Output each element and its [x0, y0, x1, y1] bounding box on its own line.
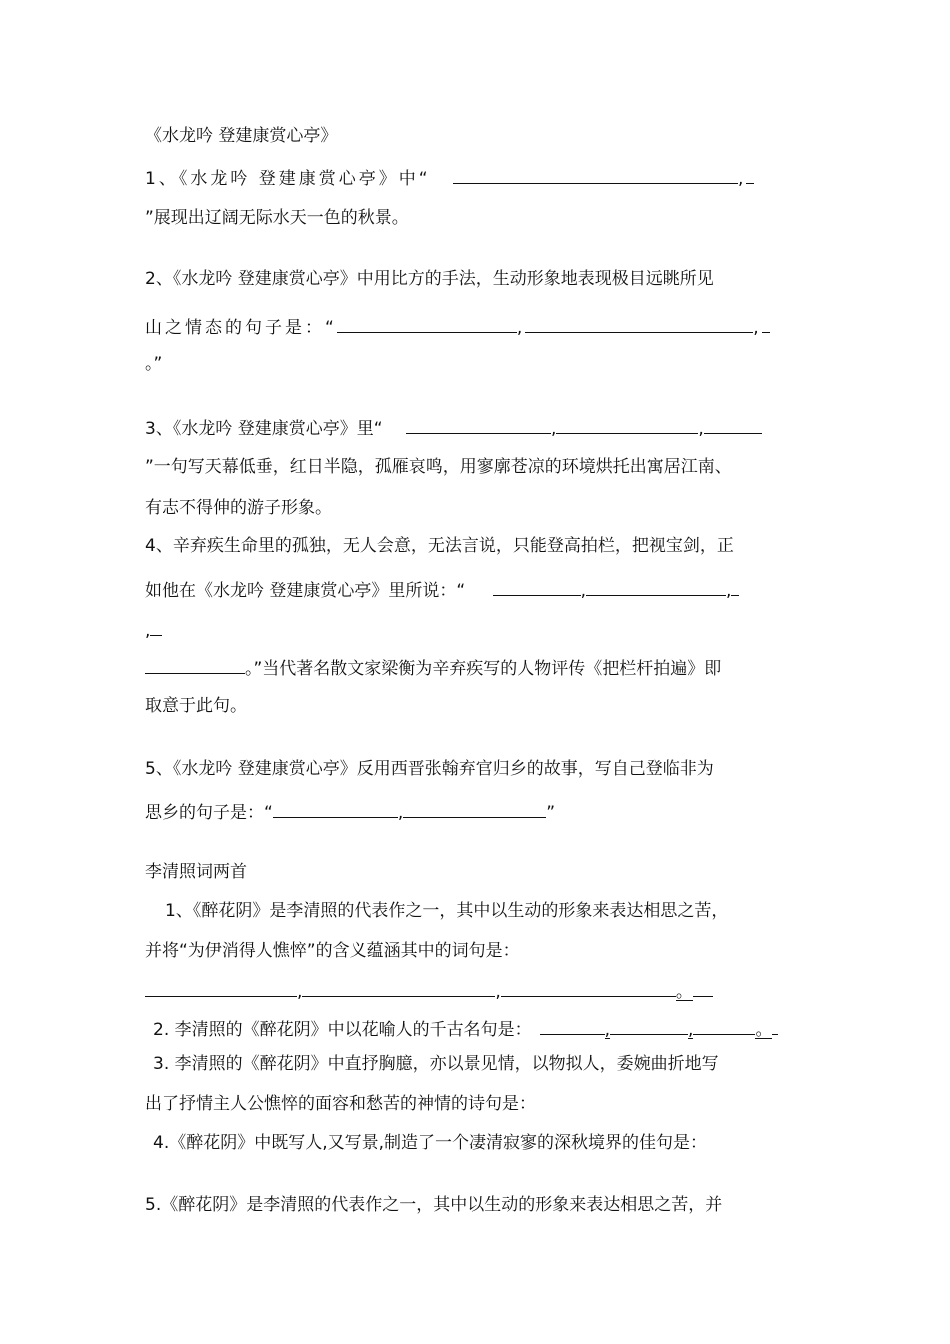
lqz-question-4: 4.《醉花阴》中既写人,又写景,制造了一个凄清寂寥的深秋境界的佳句是：: [153, 1133, 708, 1153]
period: 。: [675, 982, 693, 1002]
question-4-line2: [145, 575, 739, 603]
comma: ,: [397, 803, 404, 823]
answer-blank[interactable]: [693, 976, 713, 997]
answer-blank[interactable]: [772, 1014, 778, 1035]
answer-blank[interactable]: [453, 163, 738, 184]
answer-blank[interactable]: [540, 1014, 605, 1035]
answer-blank[interactable]: [693, 1014, 755, 1035]
section-title-shuilongyin: 《水龙吟 登建康赏心亭》: [145, 126, 338, 146]
question-text: 取意于此句。: [145, 696, 247, 716]
lqz-question-3: 3. 李清照的《醉花阴》中直抒胸臆，亦以景见情，以物拟人，委婉曲折地写: [153, 1054, 719, 1074]
question-text: ”: [546, 803, 556, 823]
answer-blank[interactable]: [501, 976, 676, 997]
answer-blank[interactable]: [586, 575, 726, 596]
question-5: 5、《水龙吟 登建康赏心亭》反用西晋张翰弃官归乡的故事，写自己登临非为: [145, 759, 714, 779]
answer-blank[interactable]: [403, 797, 546, 818]
question-text: 。”: [145, 354, 163, 374]
comma: ,: [297, 982, 303, 1002]
answer-blank[interactable]: [145, 976, 297, 997]
answer-blank[interactable]: [731, 575, 739, 596]
period: 。: [755, 1020, 773, 1040]
question-text: 2. 李清照的《醉花阴》中以花喻人的千古名句是：: [153, 1020, 532, 1040]
answer-blank[interactable]: [746, 163, 754, 184]
comma: ,: [495, 982, 501, 1002]
comma: ,: [604, 1020, 611, 1040]
question-text: 思乡的句子是：“: [145, 803, 273, 823]
answer-blank[interactable]: [337, 312, 517, 333]
question-text: 3、《水龙吟 登建康赏心亭》里“: [145, 419, 383, 439]
answer-blank[interactable]: [762, 312, 770, 333]
answer-blank[interactable]: [150, 615, 162, 636]
question-4-line3: [145, 615, 162, 643]
question-text: 如他在《水龙吟 登建康赏心亭》里所说：“: [145, 581, 466, 601]
question-text: 。”当代著名散文家梁衡为辛弃疾写的人物评传《把栏杆拍遍》即: [245, 659, 722, 679]
comma: ,: [550, 419, 557, 439]
lqz-question-5: 5.《醉花阴》是李清照的代表作之一，其中以生动的形象来表达相思之苦，并: [145, 1195, 723, 1215]
question-1: [145, 163, 754, 191]
comma: ,: [737, 169, 747, 189]
comma: ,: [516, 318, 526, 338]
comma: ,: [145, 621, 151, 641]
question-5-line2: [145, 797, 555, 825]
question-text: ”一句写天幕低垂，红日半隐，孤雁哀鸣，用寥廓苍凉的环境烘托出寓居江南、: [145, 457, 732, 477]
comma: ,: [753, 318, 762, 338]
lqz-question-2: [153, 1014, 778, 1042]
answer-blank[interactable]: [556, 413, 698, 434]
answer-blank[interactable]: [273, 797, 398, 818]
question-2: 2、《水龙吟 登建康赏心亭》中用比方的手法，生动形象地表现极目远眺所见: [145, 269, 714, 289]
question-2-line2: [145, 312, 770, 340]
question-4: 4、辛弃疾生命里的孤独，无人会意，无法言说，只能登高拍栏，把视宝剑，正: [145, 536, 734, 556]
answer-blank[interactable]: [525, 312, 753, 333]
answer-blank[interactable]: [493, 575, 581, 596]
answer-blank[interactable]: [704, 413, 762, 434]
question-3: [145, 413, 762, 441]
lqz-question-1-answer: [145, 976, 713, 1004]
comma: ,: [688, 1020, 694, 1040]
question-text: 出了抒情主人公憔悴的面容和愁苦的神情的诗句是：: [145, 1094, 536, 1114]
lqz-question-1: 1、《醉花阴》是李清照的代表作之一，其中以生动的形象来表达相思之苦，: [165, 901, 729, 921]
question-text: 1、《水龙吟 登建康赏心亭》中“: [145, 169, 431, 189]
question-text: 有志不得伸的游子形象。: [145, 498, 332, 518]
question-text: 并将“为伊消得人憔悴”的含义蕴涵其中的词句是：: [145, 941, 520, 961]
comma: ,: [698, 419, 704, 439]
answer-blank[interactable]: [302, 976, 495, 997]
answer-blank[interactable]: [406, 413, 551, 434]
answer-blank[interactable]: [610, 1014, 688, 1035]
question-4-line4: [145, 653, 721, 681]
comma: ,: [726, 581, 732, 601]
answer-blank[interactable]: [145, 653, 245, 674]
comma: ,: [580, 581, 587, 601]
question-text: 山之情态的句子是：“: [145, 318, 337, 338]
section-title-liqingzhao: 李清照词两首: [145, 862, 247, 882]
question-text: ”展现出辽阔无际水天一色的秋景。: [145, 208, 409, 228]
